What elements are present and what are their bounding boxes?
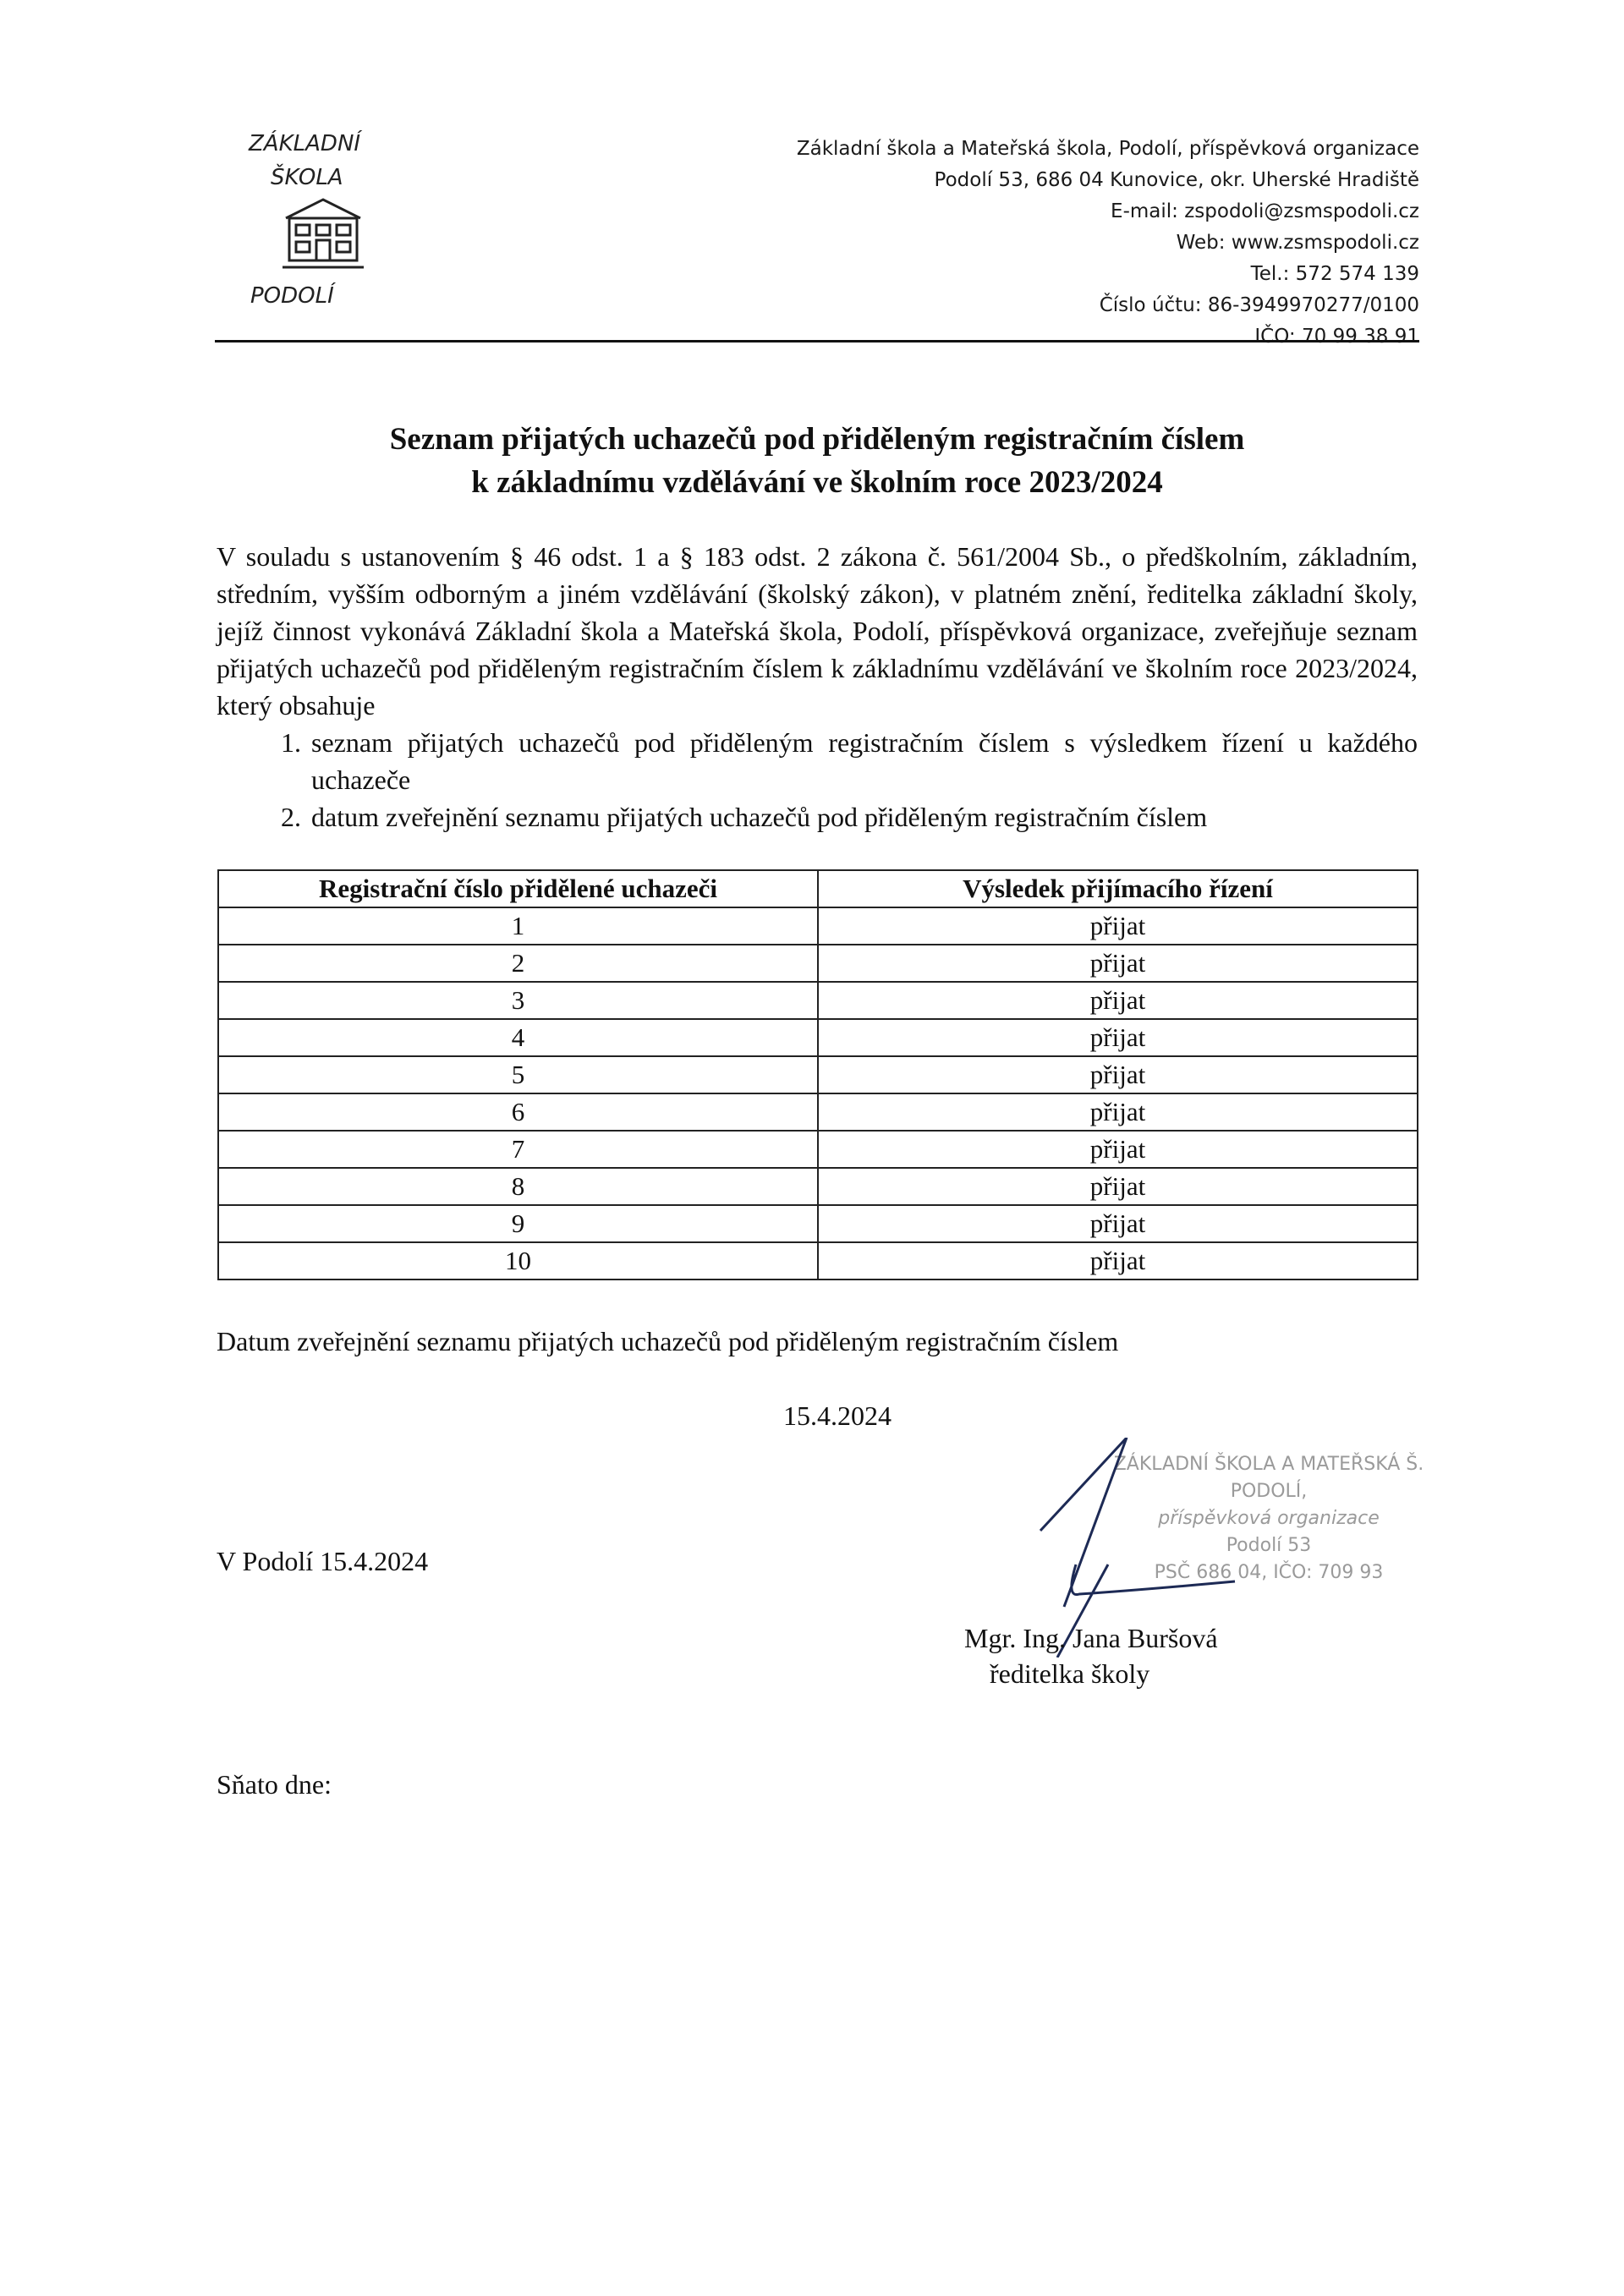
signer-name: Mgr. Ing. Jana Buršová <box>964 1623 1218 1653</box>
logo-line-1: ZÁKLADNÍ <box>249 131 361 156</box>
registration-number: 8 <box>218 1168 818 1205</box>
result: přijat <box>818 1019 1418 1056</box>
result: přijat <box>818 1131 1418 1168</box>
org-address: Podolí 53, 686 04 Kunovice, okr. Uherské Hradiště <box>934 169 1419 191</box>
intro-paragraph: V souladu s ustanovením § 46 odst. 1 a § 183 odst. 2 zákona č. 561/2004 Sb., o předškolním, základním, středním, vyšším odborným a jiném vzdělávání (školský zákon), v platném znění, ředitelka základní školy, jejíž činnost vykonává Základní škola a Mateřská škola, Podolí, příspěvková organizace, zveřejňuje seznam přijatých uchazečů pod přiděleným registračním číslem k základnímu vzdělávání ve školním roce 2023/2024, který obsahuje <box>217 541 1418 721</box>
place-and-date: V Podolí 15.4.2024 <box>217 1546 429 1576</box>
org-email: E-mail: zspodoli@zsmspodoli.cz <box>1111 200 1419 222</box>
org-phone: Tel.: 572 574 139 <box>1250 263 1419 285</box>
registration-number: 1 <box>218 907 818 945</box>
org-ico: IČO: 70 99 38 91 <box>1254 326 1419 348</box>
result: přijat <box>818 1056 1418 1093</box>
table-row <box>218 1205 1418 1242</box>
table-row <box>218 1056 1418 1093</box>
table-row <box>218 1168 1418 1205</box>
stamp-line-3: příspěvková organizace <box>1158 1508 1380 1529</box>
list-item-number: 2. <box>281 802 301 832</box>
school-logo <box>245 118 414 313</box>
result: přijat <box>818 907 1418 945</box>
column-header-registration: Registrační číslo přidělené uchazeči <box>218 870 818 907</box>
org-name: Základní škola a Mateřská škola, Podolí, příspěvková organizace <box>796 138 1419 160</box>
school-building-icon <box>283 200 364 267</box>
result: přijat <box>818 1093 1418 1131</box>
registration-number: 10 <box>218 1242 818 1280</box>
table-row <box>218 982 1418 1019</box>
registration-number: 9 <box>218 1205 818 1242</box>
registration-number: 6 <box>218 1093 818 1131</box>
registration-number: 3 <box>218 982 818 1019</box>
table-row <box>218 907 1418 945</box>
result: přijat <box>818 1168 1418 1205</box>
registration-number: 7 <box>218 1131 818 1168</box>
result: přijat <box>818 945 1418 982</box>
header-divider <box>215 340 1419 342</box>
table-header-row <box>218 870 1418 907</box>
table-row <box>218 945 1418 982</box>
title-line-2: k základnímu vzdělávání ve školním roce 2023/2024 <box>471 465 1163 500</box>
signer-block <box>964 1620 1218 1691</box>
table-row <box>218 1131 1418 1168</box>
stamp-line-4: Podolí 53 <box>1226 1535 1312 1556</box>
stamp-line-2: PODOLÍ, <box>1230 1481 1308 1502</box>
list-item <box>217 798 1418 836</box>
publication-date: 15.4.2024 <box>783 1400 892 1431</box>
contact-block <box>658 134 1419 353</box>
logo-line-3: PODOLÍ <box>250 283 334 309</box>
list-item-number: 1. <box>281 727 301 758</box>
org-account: Číslo účtu: 86-3949970277/0100 <box>1099 294 1419 316</box>
table-row <box>218 1019 1418 1056</box>
registration-number: 2 <box>218 945 818 982</box>
result: přijat <box>818 982 1418 1019</box>
table-row <box>218 1093 1418 1131</box>
signer-role: ředitelka školy <box>990 1658 1150 1689</box>
logo-line-2: ŠKOLA <box>271 165 343 190</box>
column-header-result: Výsledek přijímacího řízení <box>818 870 1418 907</box>
title-line-1: Seznam přijatých uchazečů pod přiděleným registračním číslem <box>389 422 1245 457</box>
document-title <box>215 418 1419 504</box>
taken-down-label: Sňato dne: <box>217 1769 332 1800</box>
org-web: Web: www.zsmspodoli.cz <box>1176 232 1419 254</box>
list-item <box>217 724 1418 798</box>
list-item-text: datum zveřejnění seznamu přijatých uchazečů pod přiděleným registračním číslem <box>311 802 1208 832</box>
contents-list <box>217 724 1418 836</box>
publication-label: Datum zveřejnění seznamu přijatých uchazečů pod přiděleným registračním číslem <box>217 1326 1119 1356</box>
result: přijat <box>818 1242 1418 1280</box>
result: přijat <box>818 1205 1418 1242</box>
registration-number: 5 <box>218 1056 818 1093</box>
list-item-text: seznam přijatých uchazečů pod přiděleným registračním číslem s výsledkem řízení u každého uchazeče <box>311 727 1418 795</box>
table-row <box>218 1242 1418 1280</box>
results-table <box>217 869 1418 1280</box>
registration-number: 4 <box>218 1019 818 1056</box>
stamp-line-1: ZÁKLADNÍ ŠKOLA A MATEŘSKÁ Š. <box>1113 1454 1424 1475</box>
stamp-line-5: PSČ 686 04, IČO: 709 93 <box>1154 1562 1384 1583</box>
